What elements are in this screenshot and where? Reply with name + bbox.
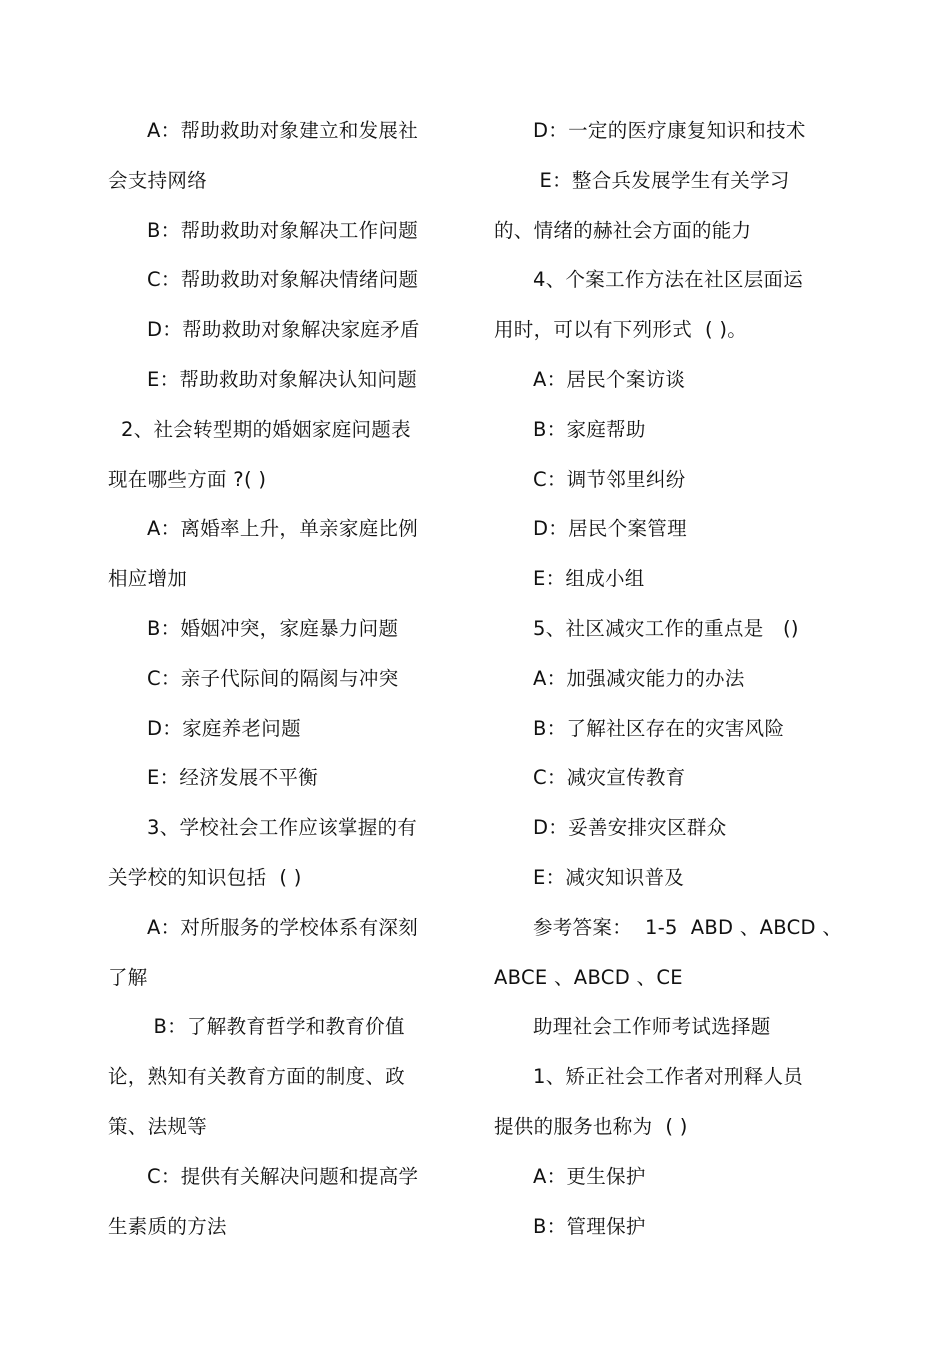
text-line: D：妥善安排灾区群众 bbox=[494, 816, 727, 840]
text-line: 参考答案： 1-5 ABD 、ABCD 、 bbox=[494, 915, 843, 939]
text-line: 论，熟知有关教育方面的制度、政 bbox=[108, 1065, 406, 1089]
text-line: D：帮助救助对象解决家庭矛盾 bbox=[108, 318, 420, 342]
text-line: C：提供有关解决问题和提高学 bbox=[108, 1164, 419, 1188]
text-line: C：调节邻里纠纷 bbox=[494, 467, 686, 491]
text-line: 4、个案工作方法在社区层面运 bbox=[494, 268, 804, 292]
text-line: ABCE 、ABCD 、CE bbox=[494, 965, 683, 989]
text-line: 2、社会转型期的婚姻家庭问题表 bbox=[108, 417, 411, 441]
text-line: 助理社会工作师考试选择题 bbox=[494, 1015, 771, 1039]
text-line: B：帮助救助对象解决工作问题 bbox=[108, 218, 419, 242]
text-line: C：帮助救助对象解决情绪问题 bbox=[108, 268, 419, 292]
text-line: 的、情绪的赫社会方面的能力 bbox=[494, 218, 752, 242]
text-line: A：居民个案访谈 bbox=[494, 367, 686, 391]
left-column bbox=[108, 106, 453, 1251]
text-line: A：对所服务的学校体系有深刻 bbox=[108, 915, 419, 939]
text-line: 用时，可以有下列形式 ( )。 bbox=[494, 318, 748, 342]
text-line: 策、法规等 bbox=[108, 1114, 208, 1138]
text-line: 1、矫正社会工作者对刑释人员 bbox=[494, 1065, 804, 1089]
text-line: 关学校的知识包括 ( ) bbox=[108, 865, 302, 889]
text-line: 现在哪些方面 ?( ) bbox=[108, 467, 267, 491]
text-line: C：亲子代际间的隔阂与冲突 bbox=[108, 666, 399, 690]
text-line: B：婚姻冲突，家庭暴力问题 bbox=[108, 616, 399, 640]
text-line: E：组成小组 bbox=[494, 567, 645, 591]
text-line: A：帮助救助对象建立和发展社 bbox=[108, 119, 419, 142]
text-line: 3、学校社会工作应该掌握的有 bbox=[108, 816, 418, 840]
text-line: E：整合兵发展学生有关学习 bbox=[494, 168, 790, 192]
text-line: 了解 bbox=[108, 965, 148, 989]
text-line: B：家庭帮助 bbox=[494, 417, 646, 441]
text-line: 提供的服务也称为 ( ) bbox=[494, 1114, 688, 1138]
text-line: D：居民个案管理 bbox=[494, 517, 687, 541]
text-line: D：家庭养老问题 bbox=[108, 716, 301, 740]
text-line: 相应增加 bbox=[108, 567, 188, 591]
text-line: A：加强减灾能力的办法 bbox=[494, 666, 745, 690]
text-line: E：经济发展不平衡 bbox=[108, 766, 319, 790]
text-line: E：帮助救助对象解决认知问题 bbox=[108, 367, 418, 391]
text-line: B：管理保护 bbox=[494, 1214, 646, 1238]
right-column bbox=[494, 106, 843, 1251]
text-line: E：减灾知识普及 bbox=[494, 865, 685, 889]
text-line: 生素质的方法 bbox=[108, 1214, 227, 1238]
text-line: 5、社区减灾工作的重点是 () bbox=[494, 616, 799, 640]
text-line: C：减灾宣传教育 bbox=[494, 766, 686, 790]
text-line: B：了解社区存在的灾害风险 bbox=[494, 716, 785, 740]
text-line: 会支持网络 bbox=[108, 168, 208, 192]
text-line: A：更生保护 bbox=[494, 1164, 646, 1188]
text-line: A：离婚率上升，单亲家庭比例 bbox=[108, 517, 419, 541]
text-line: D：一定的医疗康复知识和技术 bbox=[494, 119, 806, 142]
text-line: B：了解教育哲学和教育价值 bbox=[108, 1015, 405, 1039]
